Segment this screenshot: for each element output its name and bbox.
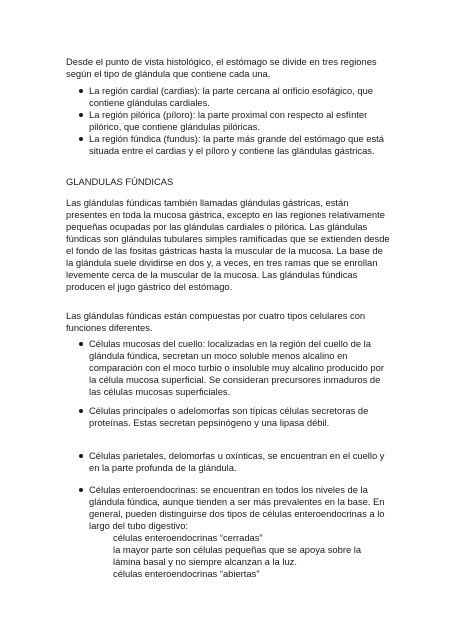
sub-item-abiertas: células enteroendocrinas “abiertas”	[113, 568, 260, 579]
cell-principales-text: Células principales o adelomorfas son típicas células secretoras de proteínas. Estas secretan pepsinógeno y una lipasa débil.	[89, 405, 369, 428]
list-item	[66, 484, 391, 580]
cell-types-intro: Las glándulas fúndicas están compuestas por cuatro tipos celulares con funciones diferentes.	[66, 310, 366, 333]
sub-item-cerradas: células enteroendocrinas “cerradas”	[113, 532, 263, 543]
cells-list-2	[66, 405, 391, 429]
cell-parietales-text: Células parietales, delomorfas u oxínticas, se encuentran en el cuello y en la parte profunda de la glándula.	[89, 450, 385, 473]
bullet-icon	[79, 89, 83, 93]
region-cardial-text: La región cardial (cardias): la parte cercana al orificio esofágico, que contiene glándulas cardiales.	[89, 85, 374, 108]
regions-list	[66, 85, 391, 157]
cells-list-1	[66, 338, 391, 398]
list-item	[66, 85, 391, 109]
cell-enteroendocrinas-text: Células enteroendocrinas: se encuentran en todos los niveles de la glándula fúndica, aunque tienden a ser más prevalentes en la base. En general, pueden distinguirse dos tipos de células enteroendocrinas a lo largo del tubo digestivo:	[89, 484, 385, 531]
cells-list-4	[66, 484, 391, 580]
glandulas-paragraph: Las glándulas fúndicas también llamadas glándulas gástricas, están presentes en toda la mucosa gástrica, excepto en las regiones relativamente pequeñas ocupadas por las glándulas cardiales o pilórica. Las glándulas fúndicas son glándulas tubulares simples ramificadas que se extienden desde el fondo de las fositas gástricas hasta la muscular de la mucosa. La base de la glándula suele dividirse en dos y, a veces, en tres ramas que se enrollan levemente cerca de la muscular de la mucosa. Las glándulas fúndicas producen el jugo gástrico del estómago.	[66, 197, 390, 292]
region-fundica-text: La región fúndica (fundus): la parte más grande del estómago que está situada entre el cardias y el píloro y contiene las glándulas gástricas.	[89, 133, 384, 156]
list-item	[66, 338, 391, 398]
region-pilorica-text: La región pilórica (píloro): la parte proximal con respecto al esfínter pilórico, que contiene glándulas pilóricas.	[89, 109, 368, 132]
cell-mucosas-text: Células mucosas del cuello: localizadas en la región del cuello de la glándula fúndica, secretan un moco soluble menos alcalino en comparación con el moco turbio o insoluble muy alcalino producido por la célula mucosa superficial. Se consideran precursores inmaduros de las células mucosas superficiales.	[89, 338, 384, 397]
bullet-icon	[79, 454, 83, 458]
list-item	[66, 405, 391, 429]
bullet-icon	[79, 113, 83, 117]
list-item	[66, 109, 391, 133]
bullet-icon	[79, 137, 83, 141]
intro-paragraph: Desde el punto de vista histológico, el estómago se divide en tres regiones según el tipo de glándula que contiene cada una.	[66, 56, 377, 79]
section-heading: GLANDULAS FÚNDICAS	[66, 176, 174, 187]
list-item	[66, 133, 391, 157]
bullet-icon	[79, 488, 83, 492]
bullet-icon	[79, 342, 83, 346]
list-item	[66, 450, 391, 474]
sub-item-description: la mayor parte son células pequeñas que se apoya sobre la lámina basal y no siempre alcanzan a la luz.	[113, 544, 362, 567]
bullet-icon	[79, 409, 83, 413]
cells-list-3	[66, 450, 391, 474]
